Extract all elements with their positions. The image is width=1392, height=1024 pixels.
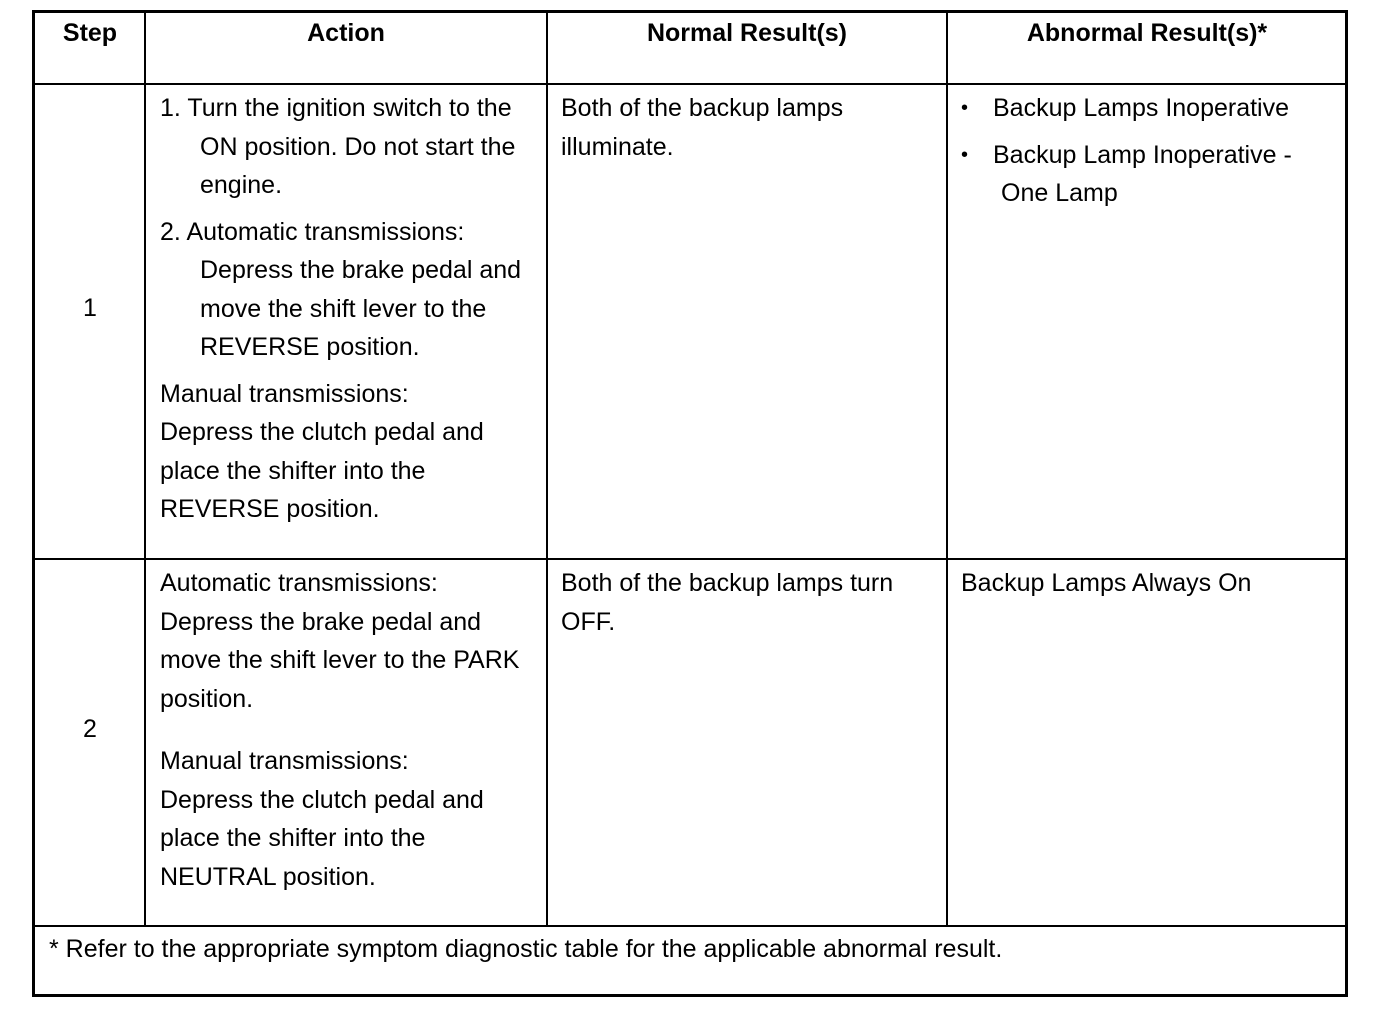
diagnostic-table xyxy=(32,10,1348,997)
action-cell xyxy=(160,89,540,529)
header-action: Action xyxy=(307,19,385,47)
footnote: * Refer to the appropriate symptom diagnostic table for the applicable abnormal result. xyxy=(49,935,1003,963)
bullet-icon: • xyxy=(961,97,969,119)
abnormal-result-continuation: One Lamp xyxy=(1001,179,1118,207)
row-divider xyxy=(35,83,1345,85)
action-step-item xyxy=(160,89,540,205)
action-item-number: 1. xyxy=(160,94,181,122)
action-item-number: 2. xyxy=(160,217,181,246)
normal-result: Both of the backup lamps turn OFF. xyxy=(561,569,894,636)
auto-label: Automatic transmissions: xyxy=(160,569,438,597)
abnormal-result-link: Backup Lamps Inoperative xyxy=(993,94,1290,122)
action-step-item xyxy=(160,213,540,367)
column-divider xyxy=(546,13,548,926)
abnormal-bullet xyxy=(961,89,1346,128)
abnormal-results-cell xyxy=(961,89,1346,221)
action-item-text: Turn the ignition switch to the ON position. Do not start the engine. xyxy=(187,94,516,199)
bullet-icon: • xyxy=(961,143,969,166)
manual-label: Manual transmissions: xyxy=(160,379,409,408)
column-divider xyxy=(946,13,948,926)
abnormal-bullet xyxy=(961,136,1346,213)
action-item-text: Automatic transmissions: Depress the brake pedal and move the shift lever to the REVERSE position. xyxy=(186,217,522,361)
step-number: 2 xyxy=(83,715,97,743)
abnormal-result-link: Backup Lamp Inoperative - xyxy=(993,140,1292,169)
header-step: Step xyxy=(62,19,118,47)
manual-text: Depress the clutch pedal and place the shifter into the REVERSE position. xyxy=(160,418,484,523)
manual-label: Manual transmissions: xyxy=(160,747,409,775)
column-divider xyxy=(144,13,146,926)
normal-result: Both of the backup lamps illuminate. xyxy=(561,94,844,161)
header-normal-results: Normal Result(s) xyxy=(646,19,848,47)
row-divider xyxy=(35,558,1345,560)
action-cell xyxy=(160,564,540,896)
row-divider xyxy=(35,925,1345,927)
header-abnormal-results: Abnormal Result(s)* xyxy=(1026,19,1268,47)
auto-text: Depress the brake pedal and move the shift lever to the PARK position. xyxy=(160,607,520,713)
step-number: 1 xyxy=(83,294,97,322)
abnormal-result-link: Backup Lamps Always On xyxy=(961,569,1252,597)
manual-text: Depress the clutch pedal and place the shifter into the NEUTRAL position. xyxy=(160,785,484,891)
